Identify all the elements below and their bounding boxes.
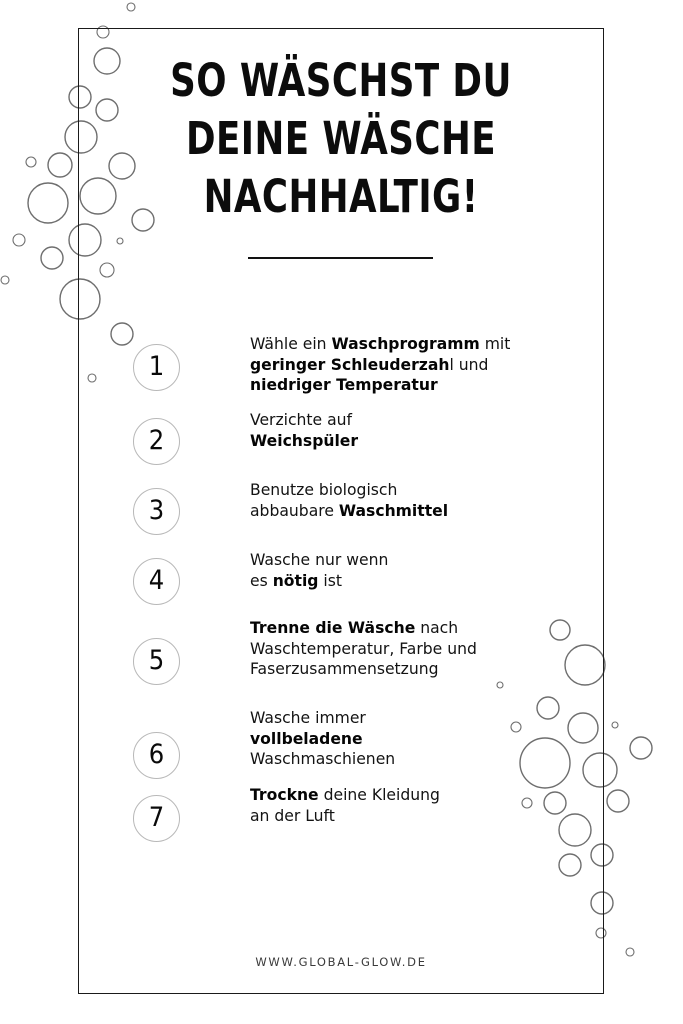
tip-text-plain: an der Luft [250,806,335,825]
tip-number-label: 2 [148,425,165,456]
tip-text-plain: mit [479,335,511,353]
title-line-1: SO WÄSCHST DU [170,54,512,107]
tip-text-plain: Waschmaschienen [250,750,396,768]
tip-text-emphasis: vollbeladene [250,729,363,748]
tip-text-line [250,639,590,660]
tip-text-emphasis: Waschmittel [338,501,449,520]
tip-text-line [250,355,590,376]
bubble-circle [13,234,25,246]
tip-text-plain: Verzichte auf [250,411,353,429]
tip-text-line [250,550,590,571]
tip-text-plain: Waschtemperatur, Farbe und [250,639,477,658]
tip-number-label: 1 [148,351,165,382]
tip-text-emphasis: geringer Schleuderzah [250,355,450,374]
tip-number-label: 6 [148,739,165,770]
title-divider-rule [248,257,433,259]
tip-number-circle [133,795,180,842]
tip-number-circle [133,558,180,605]
tip-text-emphasis: Waschprogramm [331,335,480,353]
tip-text-plain: Faserzusammensetzung [250,660,439,678]
tip-text [250,708,590,770]
bubble-circle [26,157,36,167]
bubble-circle [607,790,629,812]
bubble-circle [1,276,9,284]
bubble-circle [127,3,135,11]
tip-text [250,550,590,591]
tip-number-label: 7 [148,802,165,833]
tip-text-line [250,618,590,639]
tip-text-plain: es [250,571,273,590]
tip-text-emphasis: Trockne [250,786,319,804]
tip-text-line [250,571,590,592]
tip-text-emphasis: nötig [272,571,319,590]
tip-text-plain: deine Kleidung [318,786,440,804]
tip-text-line [250,729,590,750]
tip-text-line [250,659,590,680]
bubble-circle [28,183,68,223]
tip-text-emphasis: Weichspüler [250,431,359,450]
tip-number-label: 4 [148,565,165,596]
tip-text-line [250,480,590,501]
tip-text-line [250,431,590,452]
tip-text [250,785,590,826]
tip-text-line [250,375,590,396]
tip-number-circle [133,344,180,391]
tip-text-plain: nach [415,619,459,637]
tip-text-plain: ist [318,571,342,590]
tip-text [250,334,590,396]
tip-text-plain: Wasche nur wenn [250,551,389,569]
tip-text-plain: Wähle ein [250,335,332,353]
tip-text-line [250,334,590,355]
tip-text-plain: Wasche immer [250,709,366,727]
tip-text-line [250,708,590,729]
tip-text-line [250,806,590,827]
tip-text [250,618,590,680]
tip-number-label: 5 [148,645,165,676]
title-line-3: NACHHALTIG! [203,170,479,223]
tip-text-line [250,785,590,806]
tip-number-circle [133,488,180,535]
bubble-circle [48,153,72,177]
tip-number-label: 3 [148,495,165,526]
tip-text-emphasis: niedriger Temperatur [250,376,438,394]
title-line-2: DEINE WÄSCHE [185,112,497,165]
tip-text-plain: abbaubare [250,501,339,520]
tip-text [250,480,590,521]
bubble-circle [612,722,618,728]
tip-text-emphasis: Trenne die Wäsche [250,619,416,637]
bubble-circle [626,948,634,956]
tip-text-line [250,749,590,770]
tip-text-plain: Benutze biologisch [250,481,398,499]
tip-text [250,410,590,451]
tip-text-plain: l und [449,355,489,374]
tip-text-line [250,501,590,522]
tip-number-circle [133,418,180,465]
tip-number-circle [133,638,180,685]
footer-website-url: WWW.GLOBAL-GLOW.DE [255,955,427,969]
tip-text-line [250,410,590,431]
bubble-circle [630,737,652,759]
tip-number-circle [133,732,180,779]
poster-title [78,52,604,226]
bubble-circle [41,247,63,269]
